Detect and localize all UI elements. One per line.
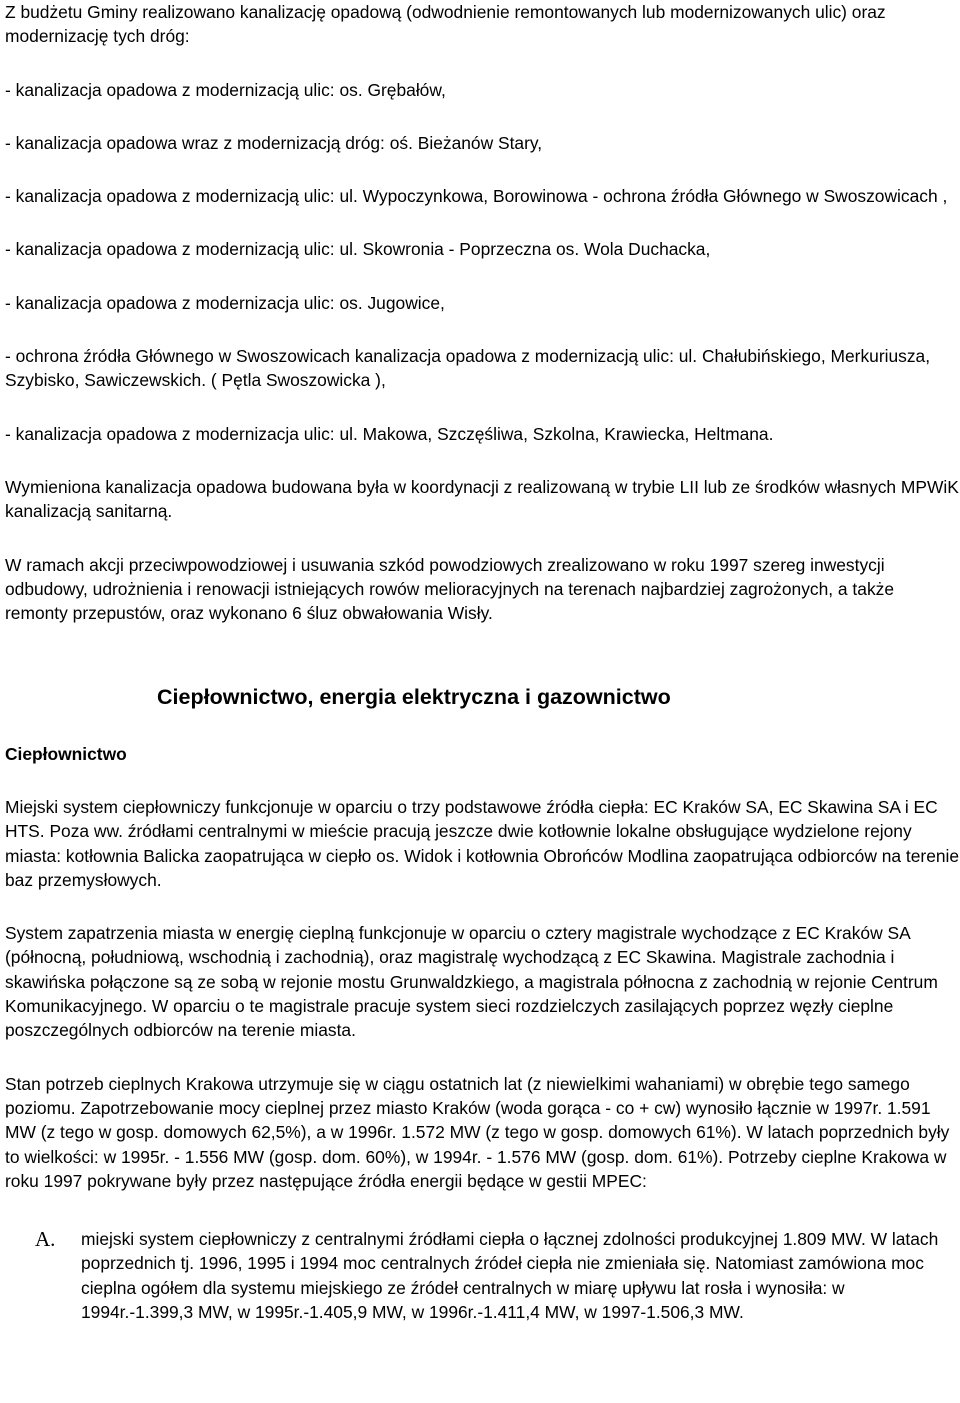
demand-paragraph: Stan potrzeb cieplnych Krakowa utrzymuje się w ciągu ostatnich lat (z niewielkimi wahaniami) w obrębie tego samego poziomu. Zapotrzebowanie mocy cieplnej przez miasto Kraków (woda gorąca - co + cw) wynosiło łącznie w 1997r. 1.591 MW (z tego w gosp. domowych 62,5%), a w 1996r. 1.572 MW (z tego w gosp. domowych 61%). W latach poprzednich były to wielkości: w 1995r. - 1.556 MW (gosp. dom. 60%), w 1994r. - 1.576 MW (gosp. dom. 61%). Potrzeby cieplne Krakowa w roku 1997 pokrywane były przez następujące źródła energii będące w gestii MPEC: <box>5 1073 950 1191</box>
list-item: - kanalizacja opadowa z modernizacja ulic: ul. Makowa, Szczęśliwa, Szkolna, Krawiecka, Heltmana. <box>5 423 774 444</box>
list-marker: A. <box>35 1227 56 1252</box>
list-item: - kanalizacja opadowa z modernizacją ulic: os. Grębałów, <box>5 79 446 100</box>
heating-system-paragraph: Miejski system ciepłowniczy funkcjonuje w oparciu o trzy podstawowe źródła ciepła: EC Kraków SA, EC Skawina SA i EC HTS. Poza ww. źródłami centralnymi w mieście pracują jeszcze dwie kotłownie lokalne obsługujące wydzielone rejony miasta: kotłownia Balicka zaopatrująca w ciepło os. Widok i kotłownia Obrońców Modlina zaopatrująca odbiorców na terenie baz przemysłowych. <box>5 797 960 890</box>
list-item: - kanalizacja opadowa z modernizacja ulic: os. Jugowice, <box>5 292 445 313</box>
sub-heading: Ciepłownictwo <box>5 744 127 764</box>
intro-paragraph: Z budżetu Gminy realizowano kanalizację opadową (odwodnienie remontowanych lub modernizowanych ulic) oraz modernizację tych dróg: <box>5 2 886 47</box>
heating-section <box>5 795 960 1324</box>
list-item: - kanalizacja opadowa z modernizacją ulic: ul. Wypoczynkowa, Borowinowa - ochrona źródła Głównego w Swoszowicach , <box>5 186 948 207</box>
list-item: - ochrona źródła Głównego w Swoszowicach kanalizacja opadowa z modernizacją ulic: ul. Chałubińskiego, Merkuriusza, Szybisko, Sawiczewskich. ( Pętla Swoszowicka ), <box>5 346 931 391</box>
list-item-text: miejski system ciepłowniczy z centralnymi źródłami ciepła o łącznej zdolności produkcyjnej 1.809 MW. W latach poprzednich tj. 1996, 1995 i 1994 moc centralnych źródeł ciepła nie zmieniała się. Natomiast zamówiona moc cieplna ogółem dla systemu miejskiego ze źródeł centralnych w miarę upływu lat rosła i wynosiła: w 1994r.-1.399,3 MW, w 1995r.-1.405,9 MW, w 1996r.-1.411,4 MW, w 1997-1.506,3 MW. <box>81 1229 939 1323</box>
mains-paragraph: System zapatrzenia miasta w energię cieplną funkcjonuje w oparciu o cztery magistrale wychodzące z EC Kraków SA (północną, południową, wschodnią i zachodnią), oraz magistralę wychodzącą z EC Skawina. Magistrale zachodnia i skawińska połączone są ze sobą w rejonie mostu Grunwaldzkiego, a magistrala północna z zachodnią w rejonie Centrum Komunikacyjnego. W oparciu o te magistrale pracuje system sieci rozdzielczych zasilających poprzez węzły cieplne poszczególnych odbiorców na terenie miasta. <box>5 923 938 1041</box>
coordination-paragraph: Wymieniona kanalizacja opadowa budowana była w koordynacji z realizowaną w trybie LII lub ze środków własnych MPWiK kanalizacją sanitarną. <box>5 476 959 522</box>
list-item: - kanalizacja opadowa wraz z modernizacją dróg: oś. Bieżanów Stary, <box>5 132 543 153</box>
section-heading: Ciepłownictwo, energia elektryczna i gazownictwo <box>157 685 671 709</box>
list-item: - kanalizacja opadowa z modernizacją ulic: ul. Skowronia - Poprzeczna os. Wola Duchacka, <box>5 239 711 260</box>
list-item-a <box>5 1227 960 1324</box>
flood-paragraph: W ramach akcji przeciwpowodziowej i usuwania szkód powodziowych zrealizowano w roku 1997 szereg inwestycji odbudowy, udrożnienia i renowacji istniejących rowów melioracyjnych na terenach najbardziej zagrożonych, a także remonty przepustów, oraz wykonano 6 śluz obwałowania Wisły. <box>5 554 895 624</box>
document-page <box>5 0 960 1323</box>
